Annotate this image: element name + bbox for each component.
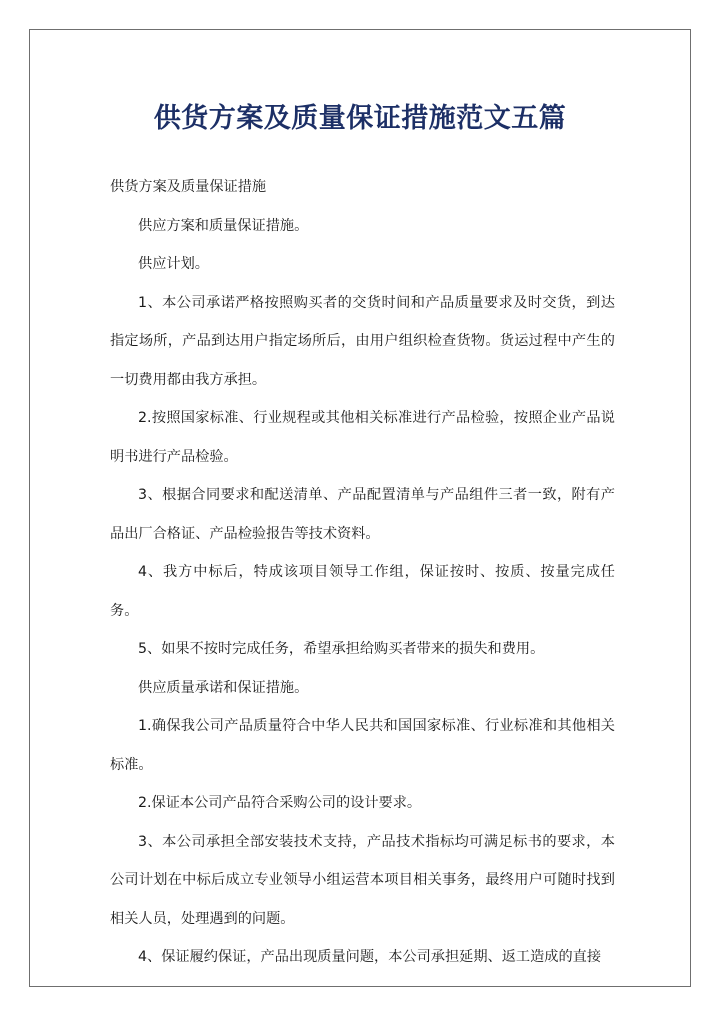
paragraph: 5、如果不按时完成任务，希望承担给购买者带来的损失和费用。 [138, 641, 545, 657]
paragraph: 供应计划。 [138, 256, 209, 272]
paragraph: 供货方案及质量保证措施 [110, 179, 267, 195]
paragraph: 1.确保我公司产品质量符合中华人民共和国国家标准、行业标准和其他相关标准。 [110, 718, 615, 773]
document-title: 供货方案及质量保证措施范文五篇 [153, 103, 567, 134]
document-body [110, 168, 615, 977]
paragraph: 1、本公司承诺严格按照购买者的交货时间和产品质量要求及时交货，到达指定场所，产品到达用户指定场所后，由用户组织检查货物。货运过程中产生的一切费用都由我方承担。 [110, 294, 615, 388]
paragraph: 3、根据合同要求和配送清单、产品配置清单与产品组件三者一致，附有产品出厂合格证、产品检验报告等技术资料。 [110, 487, 615, 542]
paragraph: 供应质量承诺和保证措施。 [138, 679, 309, 696]
paragraph: 4、保证履约保证，产品出现质量问题，本公司承担延期、返工造成的直接 [138, 949, 602, 965]
paragraph: 2.按照国家标准、行业规程或其他相关标准进行产品检验，按照企业产品说明书进行产品检验。 [110, 410, 615, 465]
paragraph: 4、我方中标后，特成该项目领导工作组，保证按时、按质、按量完成任务。 [110, 564, 615, 619]
paragraph: 3、本公司承担全部安装技术支持，产品技术指标均可满足标书的要求，本公司计划在中标后成立专业领导小组运营本项目相关事务，最终用户可随时找到相关人员，处理遇到的问题。 [110, 833, 615, 927]
paragraph: 供应方案和质量保证措施。 [138, 217, 309, 234]
paragraph: 2.保证本公司产品符合采购公司的设计要求。 [138, 795, 422, 811]
